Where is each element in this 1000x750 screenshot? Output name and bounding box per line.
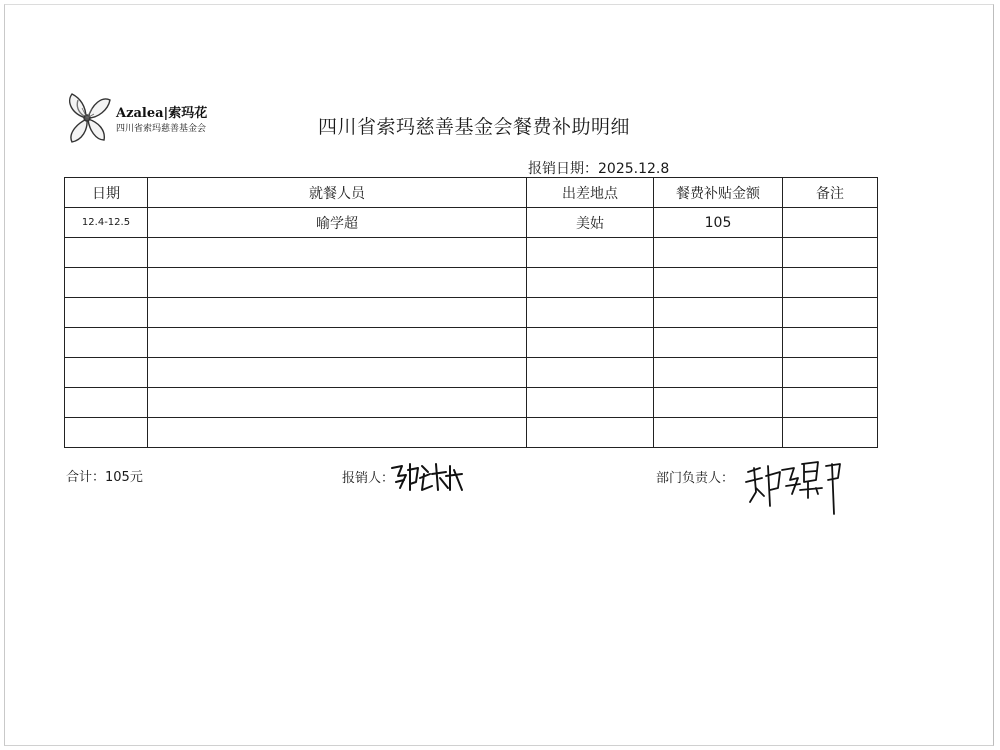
cell-remarks xyxy=(783,208,878,238)
header-remarks: 备注 xyxy=(783,178,878,208)
table-row xyxy=(65,268,878,298)
cell-location xyxy=(527,298,654,328)
cell-remarks xyxy=(783,268,878,298)
header-amount: 餐费补贴金额 xyxy=(654,178,783,208)
cell-amount xyxy=(654,358,783,388)
cell-location xyxy=(527,268,654,298)
logo-org-text: 四川省索玛慈善基金会 xyxy=(116,124,207,134)
table-row xyxy=(65,298,878,328)
header-location: 出差地点 xyxy=(527,178,654,208)
cell-date xyxy=(65,328,148,358)
table-row xyxy=(65,328,878,358)
azalea-flower-icon xyxy=(62,88,114,146)
header-date: 日期 xyxy=(65,178,148,208)
cell-amount xyxy=(654,268,783,298)
cell-date xyxy=(65,358,148,388)
cell-remarks xyxy=(783,388,878,418)
cell-diners xyxy=(148,238,527,268)
cell-date xyxy=(65,298,148,328)
table-row xyxy=(65,418,878,448)
cell-diners xyxy=(148,298,527,328)
cell-diners xyxy=(148,418,527,448)
report-date: 报销日期：2025.12.8 xyxy=(528,161,670,177)
cell-date xyxy=(65,388,148,418)
cell-remarks xyxy=(783,328,878,358)
cell-diners xyxy=(148,388,527,418)
cell-remarks xyxy=(783,298,878,328)
cell-diners xyxy=(148,358,527,388)
cell-diners xyxy=(148,328,527,358)
cell-location xyxy=(527,238,654,268)
cell-remarks xyxy=(783,418,878,448)
cell-amount xyxy=(654,328,783,358)
logo-brand-text: Azalea|索玛花 xyxy=(116,106,208,121)
header-diners: 就餐人员 xyxy=(148,178,527,208)
cell-amount xyxy=(654,298,783,328)
cell-amount xyxy=(654,388,783,418)
cell-amount: 105 xyxy=(654,208,783,238)
table-header-row xyxy=(65,178,878,208)
table-row xyxy=(65,238,878,268)
table-row xyxy=(65,388,878,418)
cell-location xyxy=(527,358,654,388)
cell-date xyxy=(65,238,148,268)
cell-diners xyxy=(148,268,527,298)
cell-date xyxy=(65,268,148,298)
cell-location xyxy=(527,328,654,358)
cell-date xyxy=(65,418,148,448)
cell-amount xyxy=(654,238,783,268)
cell-diners: 喻学超 xyxy=(148,208,527,238)
meal-subsidy-table xyxy=(64,177,878,448)
table-row xyxy=(65,208,878,238)
foundation-logo xyxy=(62,86,222,146)
table-row xyxy=(65,358,878,388)
claimant-signature xyxy=(388,456,468,496)
cell-location: 美姑 xyxy=(527,208,654,238)
cell-location xyxy=(527,418,654,448)
cell-date: 12.4-12.5 xyxy=(65,208,148,238)
cell-remarks xyxy=(783,238,878,268)
total-amount: 合计：105元 xyxy=(66,470,143,485)
claimant-label: 报销人： xyxy=(342,471,395,486)
dept-head-signature xyxy=(742,458,852,518)
cell-location xyxy=(527,388,654,418)
cell-remarks xyxy=(783,358,878,388)
document-title: 四川省索玛慈善基金会餐费补助明细 xyxy=(318,116,631,138)
cell-amount xyxy=(654,418,783,448)
dept-head-label: 部门负责人： xyxy=(656,471,735,486)
